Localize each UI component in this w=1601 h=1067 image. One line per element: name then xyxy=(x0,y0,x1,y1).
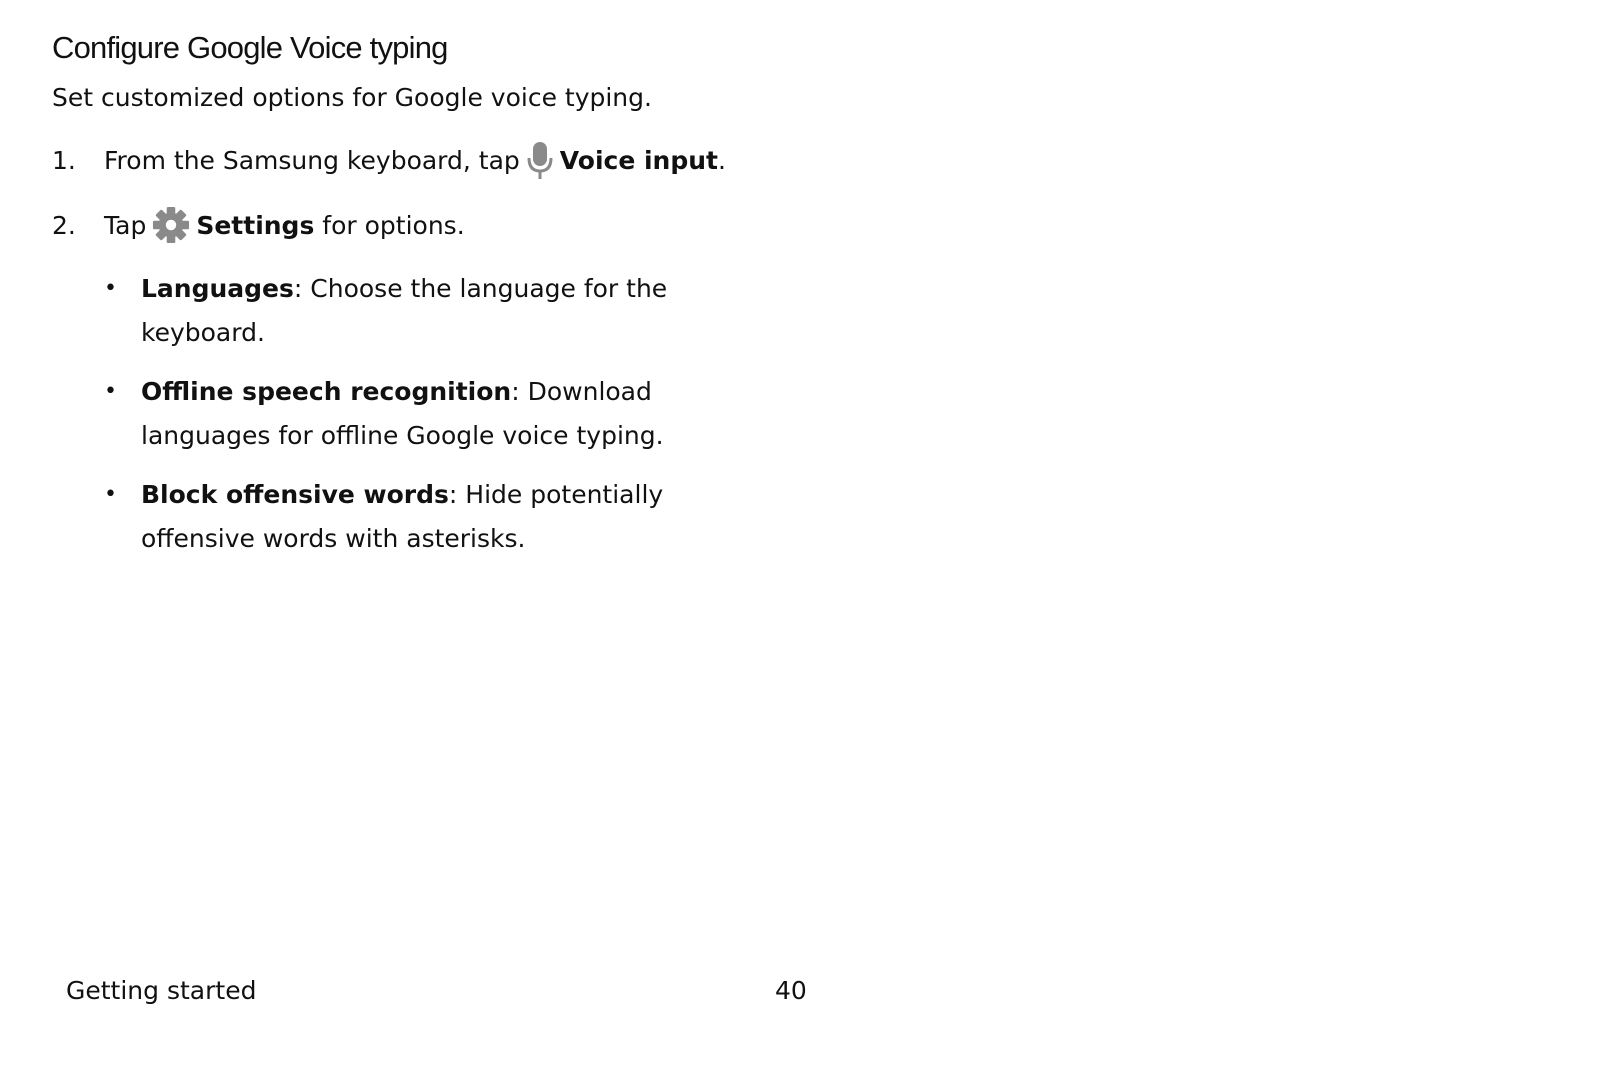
option-description: : Hide potentially offensive words with asterisks. xyxy=(141,480,664,553)
option-offline-speech xyxy=(104,370,724,458)
intro-text: Set customized options for Google voice typing. xyxy=(52,83,652,112)
footer-page-number: 40 xyxy=(775,976,807,1005)
gear-icon xyxy=(152,205,190,245)
option-term: Offline speech recognition xyxy=(141,377,512,406)
step-text-end: . xyxy=(718,145,726,175)
step-number: 1. xyxy=(52,145,76,175)
bullet-marker: • xyxy=(104,482,117,507)
voice-input-label: Voice input xyxy=(559,145,718,175)
option-description: : Download languages for offline Google voice typing. xyxy=(141,377,664,450)
option-term: Languages xyxy=(141,274,294,303)
option-languages xyxy=(104,267,724,355)
bullet-marker: • xyxy=(104,276,117,301)
option-block-offensive xyxy=(104,473,724,561)
option-term: Block offensive words xyxy=(141,480,449,509)
step-number: 2. xyxy=(52,210,76,240)
step-2 xyxy=(52,203,465,247)
step-text: From the Samsung keyboard, tap xyxy=(104,145,520,175)
option-description: : Choose the language for the keyboard. xyxy=(141,274,668,347)
settings-label: Settings xyxy=(196,210,315,240)
footer-section-name: Getting started xyxy=(66,976,257,1005)
step-text: Tap xyxy=(104,210,147,240)
step-1 xyxy=(52,138,726,182)
step-text-end: for options. xyxy=(322,210,465,240)
microphone-icon xyxy=(526,140,554,180)
page-title: Configure Google Voice typing xyxy=(52,30,448,65)
bullet-marker: • xyxy=(104,379,117,404)
